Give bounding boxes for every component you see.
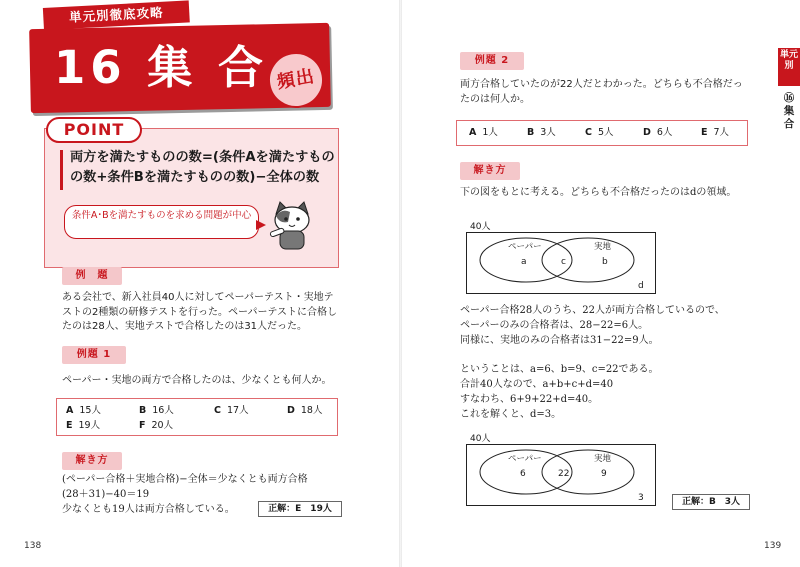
unit-tab: 単元別徹底攻略 <box>43 0 190 30</box>
venn2-b: 9 <box>601 469 607 479</box>
point-accent-bar <box>60 150 63 190</box>
choice-a[interactable]: A 15人 <box>66 405 101 416</box>
solution-line-8: これを解くと、d=3。 <box>460 409 562 420</box>
solution-label: 解き方 <box>460 162 520 180</box>
venn1-b: b <box>602 257 608 267</box>
venn2-c: 22 <box>558 469 570 479</box>
venn1-d: d <box>638 281 644 291</box>
solution-intro: 下の図をもとに考える。どちらも不合格だったのはdの領域。 <box>460 187 737 198</box>
choice-b[interactable]: B 3人 <box>527 127 556 138</box>
solution-line-2: ペーパーのみの合格者は、28−22=6人。 <box>460 320 649 331</box>
solution-line-5: ということは、a=6、b=9、c=22である。 <box>460 364 659 375</box>
page-number: 138 <box>24 541 42 551</box>
solution-line-7: すなわち、6+9+22+d=40。 <box>460 394 599 405</box>
speech-bubble: 条件A･Bを満たすものを求める問題が中心 <box>64 205 259 239</box>
venn1-c: c <box>561 257 566 267</box>
venn1-right-name: 実地 <box>594 242 612 252</box>
venn1-total-label: 40人 <box>470 222 491 232</box>
example-text: ある会社で、新入社員40人に対してペーパーテスト・実地テストの2種類の研修テストを行った。ペーパーテストに合格したのは28人、実地テストで合格したのは31人だった。 <box>62 292 338 332</box>
solution-line-6: 合計40人なので、a+b+c+d=40 <box>460 379 614 390</box>
solution-line-2: (28＋31)−40＝19 <box>62 489 150 500</box>
venn2-a: 6 <box>520 469 526 479</box>
venn2-d: 3 <box>638 493 644 503</box>
solution-line-1: (ペーパー合格＋実地合格)−全体＝少なくとも両方合格 <box>62 474 308 485</box>
venn2-total-label: 40人 <box>470 434 491 444</box>
page-title: 16 集 合 <box>54 41 268 94</box>
choice-c[interactable]: C 5人 <box>585 127 614 138</box>
choice-a[interactable]: A 1人 <box>469 127 498 138</box>
speech-bubble-tail <box>256 220 266 230</box>
choice-e[interactable]: E 19人 <box>66 420 101 431</box>
choice-f[interactable]: F 20人 <box>139 420 174 431</box>
q2-label: 例題 2 <box>460 52 524 70</box>
solution-line-1: ペーパー合格28人のうち、22人が両方合格しているので、 <box>460 305 725 316</box>
page-gutter <box>399 0 402 567</box>
answer-badge: 正解：B 3人 <box>672 494 750 510</box>
solution-label: 解き方 <box>62 452 122 470</box>
q1-label: 例題 1 <box>62 346 126 364</box>
q2-choices <box>456 120 748 146</box>
page-number: 139 <box>764 541 782 551</box>
q1-choices <box>56 398 338 436</box>
choice-d[interactable]: D 18人 <box>287 405 323 416</box>
answer-badge: 正解：E 19人 <box>258 501 342 517</box>
choice-e[interactable]: E 7人 <box>701 127 730 138</box>
frequency-badge: 頻出 <box>264 48 329 113</box>
side-label: ⑯集合 <box>783 92 795 130</box>
venn2-right-name: 実地 <box>594 454 612 464</box>
example-label: 例 題 <box>62 267 122 285</box>
venn1-left-name: ペーパー <box>508 242 542 252</box>
choice-c[interactable]: C 17人 <box>214 405 249 416</box>
venn2-left-name: ペーパー <box>508 454 542 464</box>
venn1-a: a <box>521 257 527 267</box>
solution-line-3: 同様に、実地のみの合格者は31−22=9人。 <box>460 335 659 346</box>
choice-b[interactable]: B 16人 <box>139 405 174 416</box>
q1-question: ペーパー・実地の両方で合格したのは、少なくとも何人か。 <box>62 375 332 386</box>
solution-line-3: 少なくとも19人は両方合格している。 <box>62 504 235 515</box>
q2-question: 両方合格していたのが22人だとわかった。どちらも不合格だったのは何人か。 <box>460 79 743 105</box>
cat-mascot-icon <box>268 200 316 252</box>
choice-d[interactable]: D 6人 <box>643 127 673 138</box>
point-label: POINT <box>46 117 142 143</box>
point-text: 両方を満たすものの数=(条件Aを満たすものの数+条件Bを満たすものの数)−全体の数 <box>70 150 335 185</box>
side-tab: 単元別 <box>778 48 800 86</box>
